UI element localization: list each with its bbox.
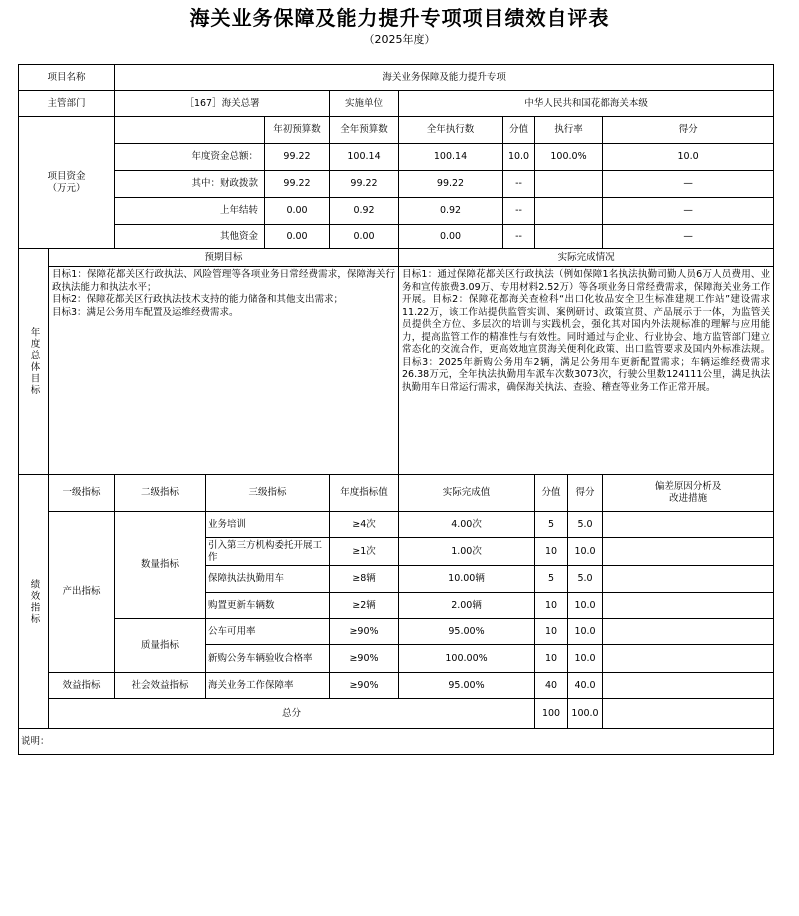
funds-header-c: 全年执行数 [399, 117, 503, 144]
perf-label-text: 绩效指标 [28, 578, 40, 625]
funds-cell: — [603, 198, 774, 225]
funds-cell: -- [503, 198, 535, 225]
level3-item: 海关业务工作保障率 [206, 673, 330, 699]
perf-got: 5.0 [568, 566, 603, 593]
perf-actual: 95.00% [399, 619, 535, 645]
perf-header: 得分 [568, 475, 603, 512]
goals-label [19, 249, 49, 475]
actual-header: 实际完成情况 [399, 249, 774, 267]
expected-goals: 目标1：保障花都关区行政执法、风险管理等各项业务日常经费需求，保障海关行政执法能力和执法水平； 目标2：保障花都关区行政执法技术支持的能力储备和其他支出需求； 目标3：满足公务用车配置及运维经费需求。 [49, 267, 399, 475]
evaluation-table [18, 64, 774, 755]
funds-cell: — [603, 171, 774, 198]
perf-target: ≥90% [330, 645, 399, 673]
perf-deviation [603, 619, 774, 645]
perf-got: 10.0 [568, 619, 603, 645]
funds-cell: -- [503, 225, 535, 249]
funds-header-score: 分值 [503, 117, 535, 144]
level2-quality: 质量指标 [115, 619, 206, 673]
perf-actual: 4.00次 [399, 512, 535, 538]
funds-cell: 10.0 [603, 144, 774, 171]
perf-target: ≥2辆 [330, 593, 399, 619]
funds-cell: 99.22 [265, 171, 330, 198]
funds-row-name: 其中：财政拨款 [115, 171, 265, 198]
funds-header-b: 全年预算数 [330, 117, 399, 144]
perf-actual: 1.00次 [399, 538, 535, 566]
level3-item: 公车可用率 [206, 619, 330, 645]
perf-deviation [603, 566, 774, 593]
actual-completion: 目标1：通过保障花都关区行政执法（例如保障1名执法执勤司勤人员6万人员费用、业务和宣传旅费3.09万、专用材料2.52万）等各项业务日常经费需求，保障海关业务工作开展。目标2：保障花都海关查检科“出口化妆品安全卫生标准建规工作站”建设需求11.22万，该工作站提供监管实训、案例研讨、政策宣贯、产品展示于一体，为监管关员提供全方位、多层次的培训与实践机会，强化其对国内外法规标准的理解与应用能力，提高监管工作的精准性与有效性。同时通过与企业、行业协会、地方监管部门建立常态化的交流合作，更高效地宣贯海关便利化政策、出口监管要求及国内外标准法规。目标3：2025年新购公务用车2辆，满足公务用车更新配置需求；车辆运维经费需求26.38万元，全年执法执勤用车派车次数3073次，行驶公里数124111公里，满足执法执勤用车日常运行需求，确保海关执法、查验、稽查等业务工作正常开展。 [399, 267, 774, 475]
funds-cell: 0.00 [265, 198, 330, 225]
level3-item: 购置更新车辆数 [206, 593, 330, 619]
page-title: 海关业务保障及能力提升专项项目绩效自评表 [189, 6, 610, 30]
funds-header-rate: 执行率 [535, 117, 603, 144]
expected-header: 预期目标 [49, 249, 399, 267]
perf-actual: 100.00% [399, 645, 535, 673]
perf-got: 40.0 [568, 673, 603, 699]
perf-deviation [603, 593, 774, 619]
perf-header: 偏差原因分析及 改进措施 [603, 475, 774, 512]
perf-header: 分值 [535, 475, 568, 512]
level2-quantity: 数量指标 [115, 512, 206, 619]
funds-cell [535, 198, 603, 225]
perf-got: 10.0 [568, 538, 603, 566]
funds-cell: 99.22 [330, 171, 399, 198]
funds-cell [535, 171, 603, 198]
perf-score: 40 [535, 673, 568, 699]
project-name: 海关业务保障及能力提升专项 [115, 65, 774, 91]
perf-header: 年度指标值 [330, 475, 399, 512]
perf-score: 5 [535, 512, 568, 538]
perf-actual: 10.00辆 [399, 566, 535, 593]
funds-cell: 0.92 [330, 198, 399, 225]
perf-header: 实际完成值 [399, 475, 535, 512]
perf-header: 三级指标 [206, 475, 330, 512]
perf-actual: 95.00% [399, 673, 535, 699]
funds-label [19, 117, 115, 249]
funds-cell: 100.14 [399, 144, 503, 171]
funds-cell: 100.14 [330, 144, 399, 171]
perf-got: 5.0 [568, 512, 603, 538]
impl-label: 实施单位 [330, 91, 399, 117]
level3-item: 业务培训 [206, 512, 330, 538]
level1-output: 产出指标 [49, 512, 115, 673]
perf-deviation [603, 538, 774, 566]
perf-target: ≥90% [330, 619, 399, 645]
perf-header: 二级指标 [115, 475, 206, 512]
funds-cell: 0.00 [399, 225, 503, 249]
level3-item: 保障执法执勤用车 [206, 566, 330, 593]
level1-benefit: 效益指标 [49, 673, 115, 699]
level3-item: 引入第三方机构委托开展工作 [206, 538, 330, 566]
funds-header-got: 得分 [603, 117, 774, 144]
level2-social: 社会效益指标 [115, 673, 206, 699]
perf-deviation [603, 512, 774, 538]
total-got: 100.0 [568, 699, 603, 729]
perf-deviation [603, 645, 774, 673]
funds-cell: 100.0% [535, 144, 603, 171]
funds-cell: 99.22 [265, 144, 330, 171]
perf-score: 10 [535, 593, 568, 619]
funds-cell: -- [503, 171, 535, 198]
perf-score: 10 [535, 619, 568, 645]
perf-target: ≥8辆 [330, 566, 399, 593]
funds-row-name: 其他资金 [115, 225, 265, 249]
perf-score: 5 [535, 566, 568, 593]
funds-cell: 10.0 [503, 144, 535, 171]
perf-deviation [603, 673, 774, 699]
total-score: 100 [535, 699, 568, 729]
funds-header-blank [115, 117, 265, 144]
funds-label-text: 项目资金 （万元） [47, 170, 86, 194]
dept-label: 主管部门 [19, 91, 115, 117]
funds-row-name: 上年结转 [115, 198, 265, 225]
goals-label-text: 年度总体目标 [28, 327, 40, 396]
funds-cell: 0.00 [330, 225, 399, 249]
perf-got: 10.0 [568, 593, 603, 619]
funds-cell: 0.92 [399, 198, 503, 225]
note-row: 说明： [19, 729, 774, 755]
funds-cell: 0.00 [265, 225, 330, 249]
dept-value: ［167］海关总署 [115, 91, 330, 117]
perf-score: 10 [535, 538, 568, 566]
page-subtitle: （2025年度） [363, 33, 436, 46]
funds-cell [535, 225, 603, 249]
total-label: 总分 [49, 699, 535, 729]
perf-target: ≥90% [330, 673, 399, 699]
funds-cell: — [603, 225, 774, 249]
perf-target: ≥4次 [330, 512, 399, 538]
project-name-label: 项目名称 [19, 65, 115, 91]
perf-actual: 2.00辆 [399, 593, 535, 619]
perf-score: 10 [535, 645, 568, 673]
perf-label [19, 475, 49, 729]
funds-row-name: 年度资金总额： [115, 144, 265, 171]
total-deviation [603, 699, 774, 729]
perf-target: ≥1次 [330, 538, 399, 566]
funds-cell: 99.22 [399, 171, 503, 198]
perf-got: 10.0 [568, 645, 603, 673]
level3-item: 新购公务车辆验收合格率 [206, 645, 330, 673]
impl-value: 中华人民共和国花都海关本级 [399, 91, 774, 117]
perf-header: 一级指标 [49, 475, 115, 512]
funds-header-a: 年初预算数 [265, 117, 330, 144]
